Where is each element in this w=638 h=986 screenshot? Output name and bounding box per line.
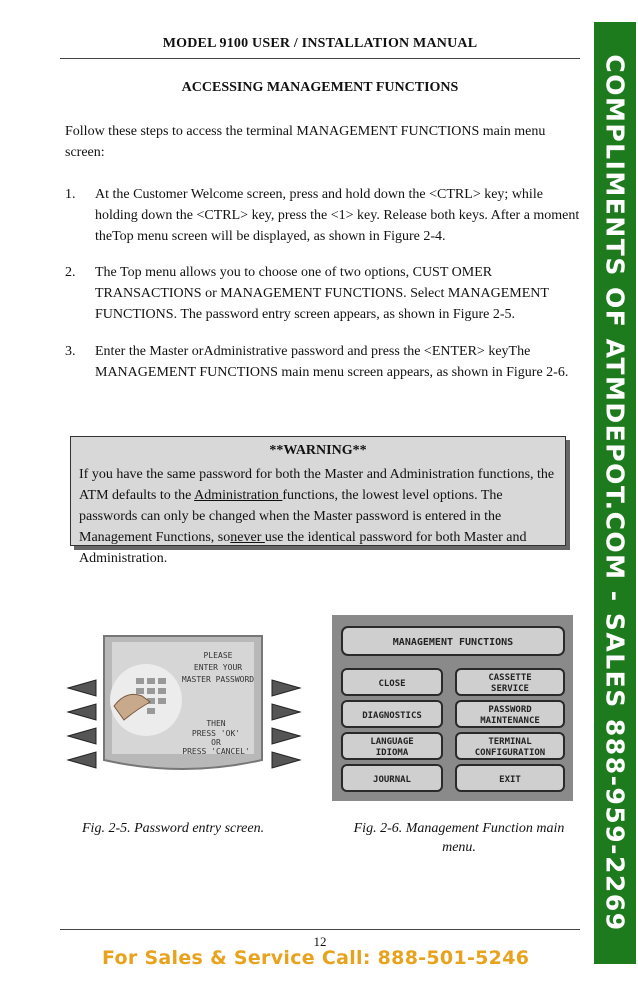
warning-title: **WARNING** (269, 443, 367, 458)
side-banner-text: COMPLIMENTS OF ATMDEPOT.COM - SALES 888-959-2269 (600, 54, 630, 932)
cassette-label: CASSETTE (488, 673, 532, 683)
step-text: Enter the Master orAdministrative password and press the <ENTER> keyThe MANAGEMENT FUNCTIONS main menu screen appears, as shown in Figure 2-6. (95, 344, 569, 380)
figure-password-entry (66, 628, 302, 772)
underlined-never: never (230, 530, 265, 545)
step-text: At the Customer Welcome screen, press and hold down the <CTRL> key; while holding down the <CTRL> key, press the <1> key. Release both keys. After a moment theTop menu screen will be displayed, as shown in Figure 2-4. (95, 187, 580, 244)
screen-line: MASTER PASSWORD (181, 675, 255, 684)
menu-title: MANAGEMENT FUNCTIONS (392, 637, 514, 648)
underlined-administration: Administration (194, 488, 283, 503)
screen-line: ENTER YOUR (193, 663, 243, 672)
arrow-key-icon (272, 704, 300, 720)
arrow-key-icon (272, 680, 300, 696)
journal-label: JOURNAL (373, 775, 411, 785)
side-banner (594, 22, 636, 964)
footer-sales-call: For Sales & Service Call: 888-501-5246 (102, 947, 530, 969)
section-title: ACCESSING MANAGEMENT FUNCTIONS (181, 80, 459, 95)
warning-box (70, 436, 566, 566)
screen-line: PRESS 'CANCEL' (182, 747, 250, 756)
step-3 (65, 341, 585, 406)
arrow-key-icon (68, 752, 96, 768)
maintenance-label: MAINTENANCE (480, 716, 540, 726)
screen-line: PRESS 'OK' (191, 729, 241, 738)
intro-paragraph: Follow these steps to access the terminal MANAGEMENT FUNCTIONS main menu screen: (65, 124, 546, 160)
left-arrow-keys (68, 680, 96, 768)
arrow-key-icon (68, 728, 96, 744)
step-text: The Top menu allows you to choose one of two options, CUST OMER TRANSACTIONS or MANAGEMENT FUNCTIONS. Select MANAGEMENT FUNCTIONS. The password entry screen appears, as shown in Figure 2-5. (95, 265, 549, 322)
arrow-key-icon (272, 752, 300, 768)
figure-management-menu (332, 615, 573, 801)
idioma-label: IDIOMA (375, 748, 409, 758)
step-number: 1. (65, 187, 76, 202)
header-divider (60, 58, 580, 59)
terminal-label: TERMINAL (488, 737, 532, 747)
caption-fig-2-5: Fig. 2-5. Password entry screen. (82, 821, 265, 836)
arrow-key-icon (68, 680, 96, 696)
exit-label: EXIT (499, 775, 521, 785)
screen-line: THEN (206, 719, 226, 728)
arrow-key-icon (68, 704, 96, 720)
language-label: LANGUAGE (370, 737, 414, 747)
page-number: 12 (313, 934, 327, 949)
manual-header-title: MODEL 9100 USER / INSTALLATION MANUAL (162, 36, 478, 51)
password-label: PASSWORD (488, 705, 532, 715)
diagnostics-label: DIAGNOSTICS (362, 711, 422, 721)
step-number: 2. (65, 265, 76, 280)
screen-line: OR (211, 738, 221, 747)
screen-line: PLEASE (203, 651, 233, 660)
service-label: SERVICE (491, 684, 529, 694)
right-arrow-keys (272, 680, 300, 768)
arrow-key-icon (272, 728, 300, 744)
close-label: CLOSE (378, 679, 406, 689)
step-number: 3. (65, 344, 76, 359)
configuration-label: CONFIGURATION (474, 748, 546, 758)
warning-text: If you have the same password for both the Master and Administration functions, the ATM defaults to the Administration functions, the lowest level options. The passwords can only be changed when the Master password is entered in the Management Functions, sonever use the identical password for both Master and Administration. (79, 467, 555, 566)
step-2 (65, 262, 585, 327)
footer-divider (60, 929, 580, 930)
step-1 (65, 184, 585, 249)
caption-fig-2-6: Fig. 2-6. Management Function main menu. (353, 821, 565, 855)
